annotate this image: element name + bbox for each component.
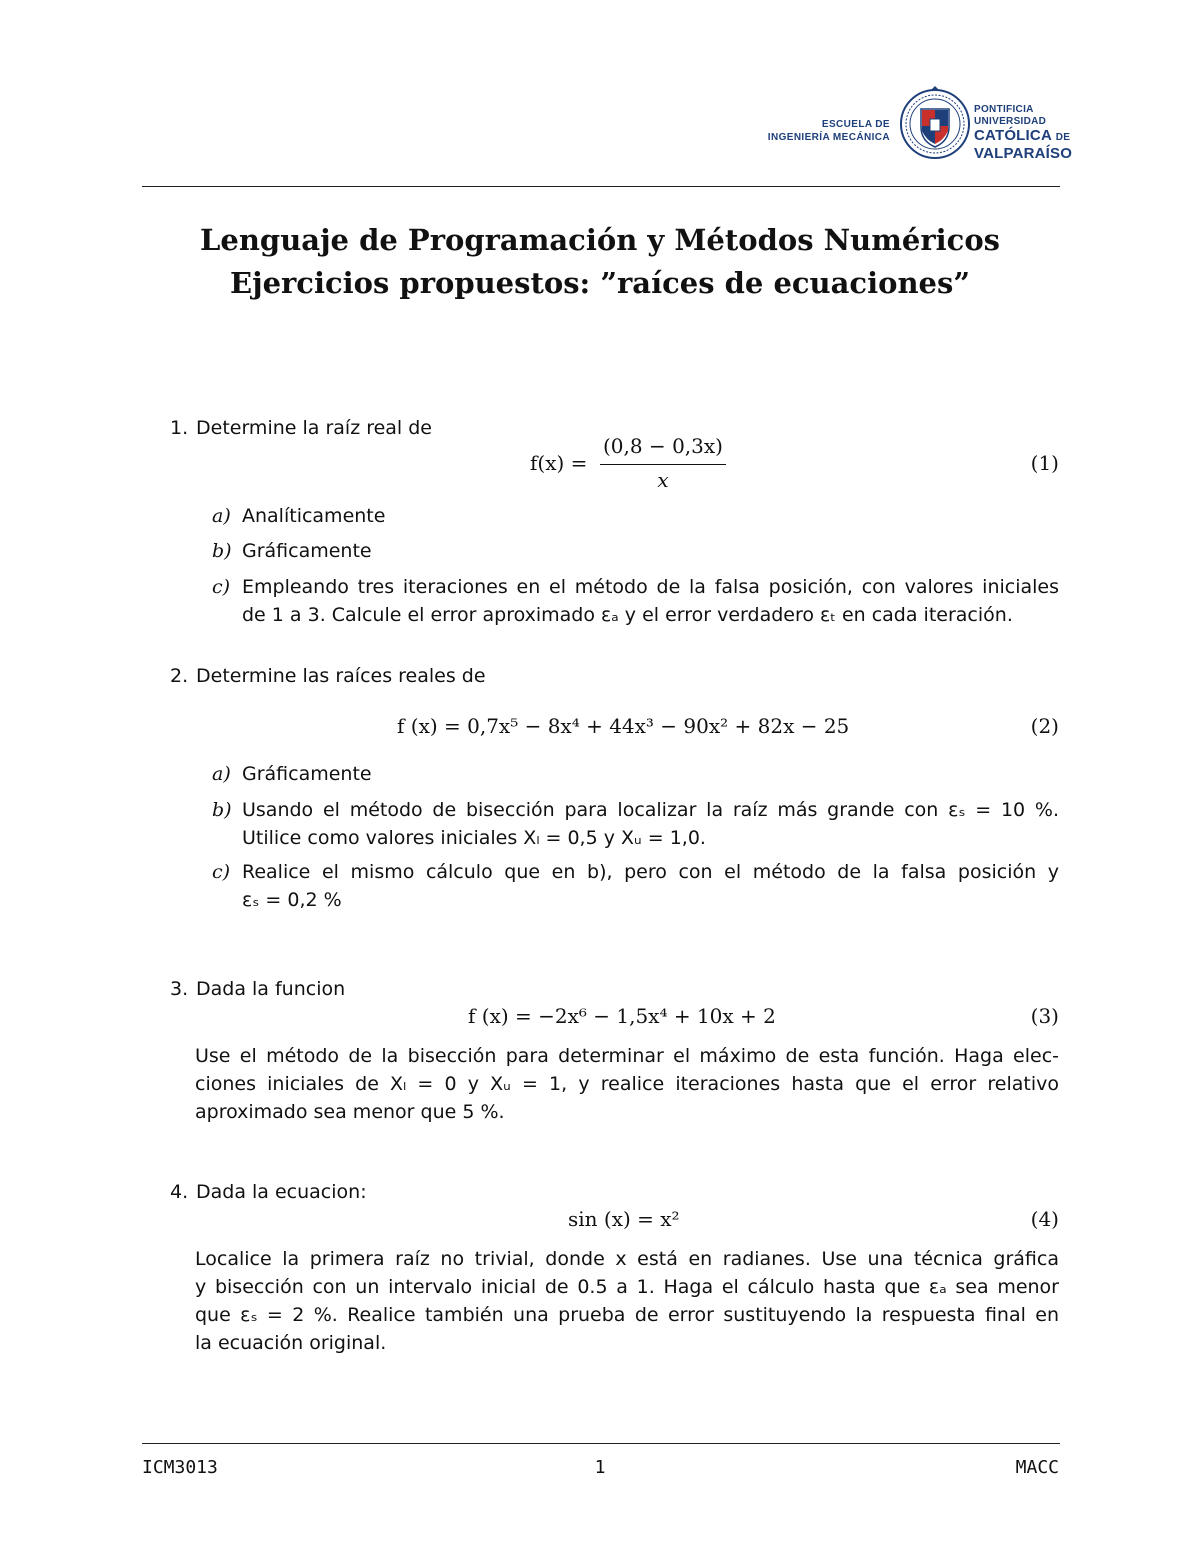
fraction-numerator: (0,8 − 0,3x) <box>603 434 723 458</box>
item-text: εₛ = 0,2 % <box>242 889 342 911</box>
university-name <box>974 104 1072 162</box>
paragraph-line: la ecuación original. <box>195 1332 387 1354</box>
footer-page-number: 1 <box>594 1457 606 1478</box>
university-name-catolica: CATÓLICA <box>974 127 1052 144</box>
item-text: Realice el mismo cálculo que en b), pero con el método de la falsa posición y <box>242 861 1059 883</box>
school-name <box>740 118 890 144</box>
exercise-number: 2. <box>170 665 189 687</box>
equation-lhs: f(x) = <box>530 451 588 475</box>
exercise-intro: Dada la ecuacion: <box>196 1181 367 1203</box>
document-subtitle: Ejercicios propuestos: ”raíces de ecuaciones” <box>229 266 970 300</box>
item-text: de 1 a 3. Calcule el error aproximado εₐ y el error verdadero εₜ en cada iteración. <box>242 604 1013 626</box>
fraction-denominator: x <box>657 468 669 492</box>
document-title: Lenguaje de Programación y Métodos Numéricos <box>199 223 1001 257</box>
school-name-line1: ESCUELA DE <box>821 119 890 130</box>
exercise-intro: Dada la funcion <box>196 978 346 1000</box>
item-text: Analíticamente <box>242 505 386 527</box>
equation: sin (x) = x² <box>568 1207 680 1231</box>
footer-course-code: ICM3013 <box>142 1457 218 1478</box>
footer-author: MACC <box>1015 1457 1059 1478</box>
exercise-intro: Determine las raíces reales de <box>196 665 486 687</box>
item-text: Empleando tres iteraciones en el método de la falsa posición, con valores iniciales <box>242 576 1059 598</box>
equation-number: (2) <box>1030 714 1059 738</box>
item-text: Usando el método de bisección para localizar la raíz más grande con εₛ = 10 %. <box>242 799 1059 821</box>
item-text: Gráficamente <box>242 763 372 785</box>
paragraph-line: Localice la primera raíz no trivial, donde x está en radianes. Use una técnica gráfica <box>195 1248 1059 1270</box>
paragraph-line: y bisección con un intervalo inicial de 0.5 a 1. Haga el cálculo hasta que εₐ sea menor <box>195 1276 1059 1298</box>
university-name-line1: PONTIFICIA <box>974 104 1034 115</box>
equation: f (x) = 0,7x⁵ − 8x⁴ + 44x³ − 90x² + 82x − 25 <box>397 714 850 738</box>
item-text: Utilice como valores iniciales Xₗ = 0,5 y Xᵤ = 1,0. <box>242 827 706 849</box>
university-name-line4: VALPARAÍSO <box>974 145 1073 162</box>
paragraph-line: que εₛ = 2 %. Realice también una prueba de error sustituyendo la respuesta final en <box>195 1304 1059 1326</box>
paragraph-line: Use el método de la bisección para determinar el máximo de esta función. Haga elec- <box>195 1045 1059 1067</box>
exercise-intro: Determine la raíz real de <box>196 417 432 439</box>
equation-number: (4) <box>1030 1207 1059 1231</box>
university-name-line2: UNIVERSIDAD <box>974 116 1047 127</box>
item-label: b) <box>212 540 232 562</box>
item-label: a) <box>212 763 231 785</box>
equation-number: (1) <box>1030 451 1059 475</box>
fraction-bar <box>600 464 726 465</box>
equation: f (x) = −2x⁶ − 1,5x⁴ + 10x + 2 <box>468 1004 776 1028</box>
item-label: c) <box>212 576 231 598</box>
item-label: a) <box>212 505 231 527</box>
header-divider <box>142 186 1060 187</box>
item-label: b) <box>212 799 232 821</box>
university-seal-icon <box>899 83 971 165</box>
university-name-line3 <box>974 128 1072 146</box>
school-name-line2: INGENIERÍA MECÁNICA <box>767 132 890 143</box>
university-name-de: DE <box>1055 132 1071 143</box>
item-text: Gráficamente <box>242 540 372 562</box>
paragraph-line: aproximado sea menor que 5 %. <box>195 1101 505 1123</box>
paragraph-line: ciones iniciales de Xₗ = 0 y Xᵤ = 1, y realice iteraciones hasta que el error relativo <box>195 1073 1059 1095</box>
exercise-number: 3. <box>170 978 189 1000</box>
footer-divider <box>142 1443 1060 1444</box>
equation-number: (3) <box>1030 1004 1059 1028</box>
item-label: c) <box>212 861 231 883</box>
exercise-number: 1. <box>170 417 189 439</box>
exercise-number: 4. <box>170 1181 189 1203</box>
